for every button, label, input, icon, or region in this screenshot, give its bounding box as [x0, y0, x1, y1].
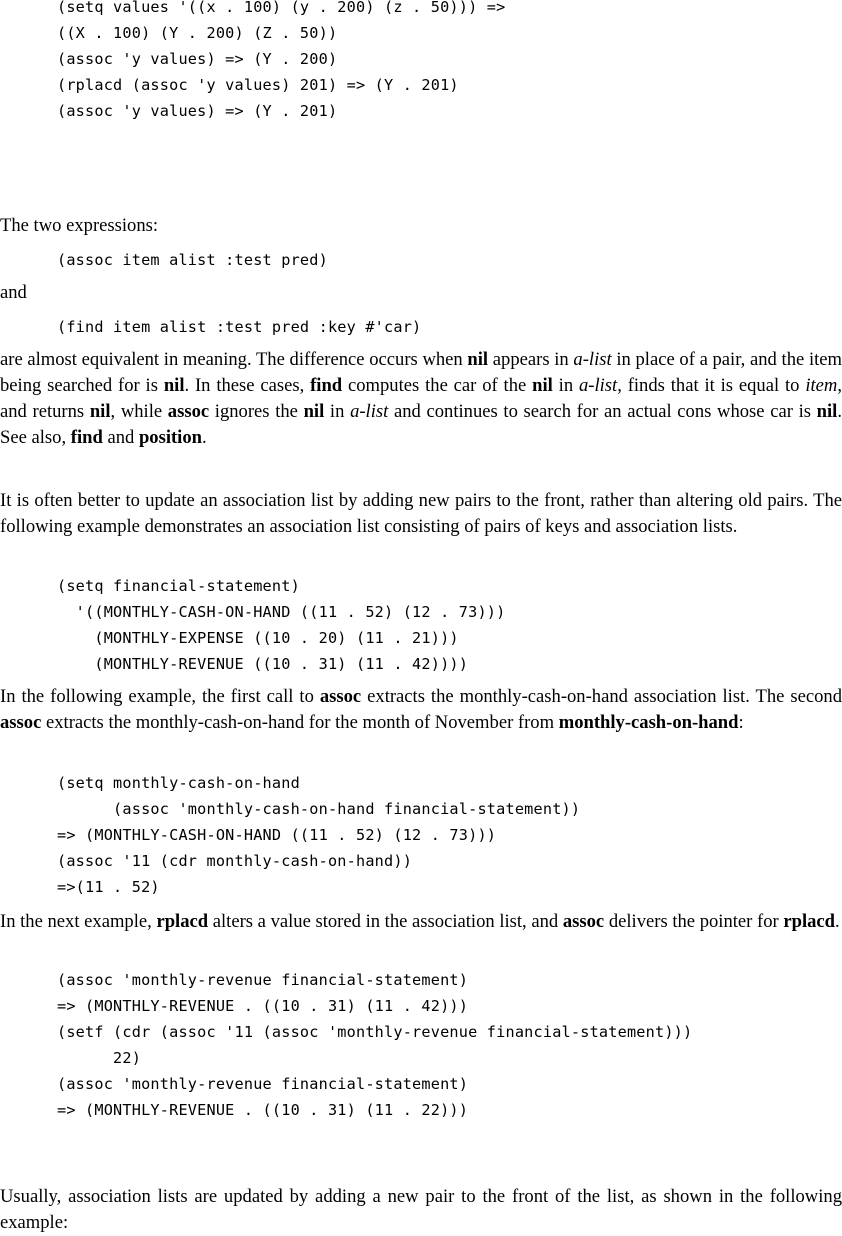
code-line: => (MONTHLY-REVENUE . ((10 . 31) (11 . 42)))	[57, 997, 469, 1015]
code-line: => (MONTHLY-REVENUE . ((10 . 31) (11 . 22)))	[57, 1101, 469, 1119]
code-line: (assoc 'monthly-revenue financial-statement)	[57, 1075, 469, 1093]
code-line: ((X . 100) (Y . 200) (Z . 50))	[57, 24, 338, 42]
code-block-financial-statement	[57, 573, 506, 677]
code-line: (setq monthly-cash-on-hand	[57, 774, 300, 792]
paragraph-equivalence: are almost equivalent in meaning. The difference occurs when nil appears in a-list in place of a pair, and the item being searched for is nil. In these cases, find computes the car of the nil in a-list, finds that it is equal to item, and returns nil, while assoc ignores the nil in a-list and continues to search for an actual cons whose car is nil. See also, find and position.	[0, 349, 842, 448]
code-block-monthly-revenue	[57, 967, 692, 1123]
code-line: => (MONTHLY-CASH-ON-HAND ((11 . 52) (12 . 73)))	[57, 826, 497, 844]
code-line: (assoc 'monthly-revenue financial-statement)	[57, 971, 469, 989]
code-line: (setf (cdr (assoc '11 (assoc 'monthly-revenue financial-statement)))	[57, 1023, 693, 1041]
code-block-monthly-cash	[57, 770, 580, 900]
code-line: (rplacd (assoc 'y values) 201) => (Y . 201)	[57, 76, 459, 94]
code-line: (setq values '((x . 100) (y . 200) (z . 50))) =>	[57, 0, 506, 16]
paragraph-first-call-assoc: In the following example, the first call to assoc extracts the monthly-cash-on-hand association list. The second assoc extracts the monthly-cash-on-hand for the month of November from monthly-cash-on-hand:	[0, 686, 842, 733]
paragraph-rplacd-example: In the next example, rplacd alters a value stored in the association list, and assoc delivers the pointer for rplacd.	[0, 911, 840, 932]
code-block-rplacd-values	[57, 0, 506, 124]
code-line: (find item alist :test pred :key #'car)	[57, 318, 422, 336]
code-block-assoc-test	[57, 247, 328, 273]
code-line: (MONTHLY-EXPENSE ((10 . 20) (11 . 21)))	[57, 629, 459, 647]
code-block-find-key	[57, 314, 421, 340]
code-line: '((MONTHLY-CASH-ON-HAND ((11 . 52) (12 . 73)))	[57, 603, 506, 621]
code-line: (assoc 'y values) => (Y . 200)	[57, 50, 338, 68]
paragraph-update-assoc-list: It is often better to update an association list by adding new pairs to the front, rather than altering old pairs. The following example demonstrates an association list consisting of pairs of keys and association lists.	[0, 490, 842, 537]
paragraph-usually-updated: Usually, association lists are updated by adding a new pair to the front of the list, as shown in the following example:	[0, 1186, 842, 1233]
code-line: (MONTHLY-REVENUE ((10 . 31) (11 . 42))))	[57, 655, 469, 673]
code-line: 22)	[57, 1049, 142, 1067]
code-line: (assoc '11 (cdr monthly-cash-on-hand))	[57, 852, 413, 870]
code-line: =>(11 . 52)	[57, 878, 160, 896]
code-line: (setq financial-statement)	[57, 577, 300, 595]
code-line: (assoc 'y values) => (Y . 201)	[57, 102, 338, 120]
paragraph-two-expressions: The two expressions:	[0, 215, 159, 236]
code-line: (assoc item alist :test pred)	[57, 251, 328, 269]
code-line: (assoc 'monthly-cash-on-hand financial-statement))	[57, 800, 581, 818]
paragraph-and: and	[0, 282, 27, 303]
